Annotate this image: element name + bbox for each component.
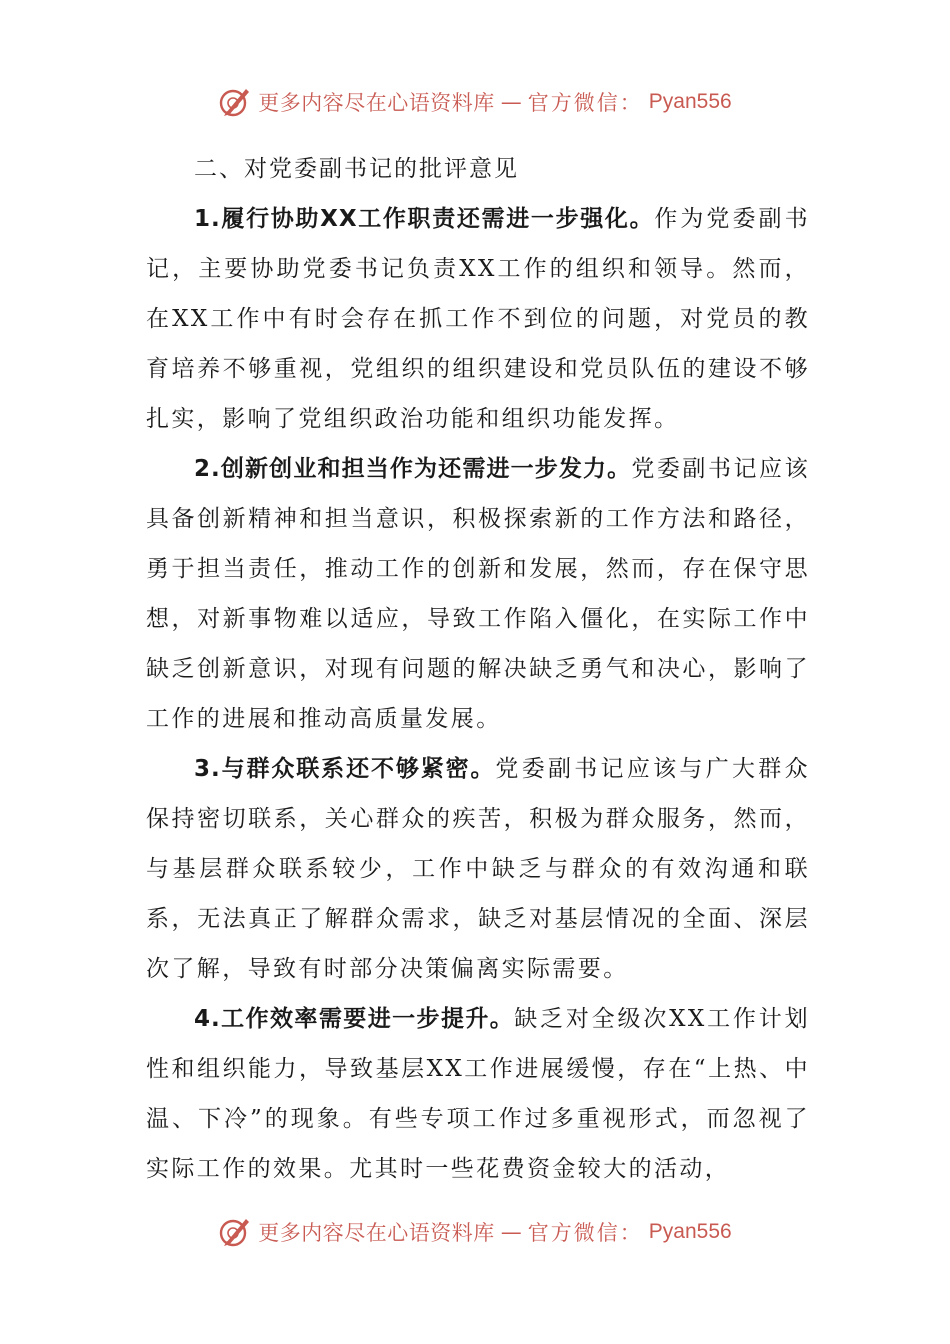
section-heading: 二、对党委副书记的批评意见 [194,156,519,182]
banner-dash: — [500,1220,522,1244]
pen-logo-icon [218,85,252,119]
paragraph-3-body: 党委副书记应该与广大群众保持密切联系，关心群众的疾苦，积极为群众服务，然而，与基层群众联系较少，工作中缺乏与群众的有效沟通和联系，无法真正了解群众需求，缺乏对基层情况的全面、深层次了解，导致有时部分决策偏离实际需要。 [146,756,810,982]
paragraph-3 [146,744,810,994]
header-watermark-banner [0,82,950,122]
banner-wechat-label: 官方微信： [527,1221,643,1245]
paragraph-4-lead: 4.工作效率需要进一步提升。 [194,1006,515,1032]
paragraph-4-body: 缺乏对全级次XX工作计划性和组织能力，导致基层XX工作进展缓慢，存在“上热、中温、下冷”的现象。有些专项工作过多重视形式，而忽视了实际工作的效果。尤其时一些花费资金较大的活动， [146,1006,810,1182]
banner-wechat-id: Pyan556 [648,1220,732,1243]
banner-wechat-label: 官方微信： [527,91,643,115]
banner-brand-text: 更多内容尽在心语资料库 [258,1221,495,1245]
paragraph-2 [146,444,810,744]
paragraph-4 [146,994,810,1194]
paragraph-1-body: 作为党委副书记，主要协助党委书记负责XX工作的组织和领导。然而，在XX工作中有时会存在抓工作不到位的问题，对党员的教育培养不够重视，党组织的组织建设和党员队伍的建设不够扎实，影响了党组织政治功能和组织功能发挥。 [146,206,810,432]
banner-dash: — [500,90,522,114]
paragraph-2-lead: 2.创新创业和担当作为还需进一步发力。 [194,456,632,482]
footer-watermark-banner [0,1212,950,1252]
paragraph-3-lead: 3.与群众联系还不够紧密。 [194,756,496,782]
pen-logo-icon [218,1215,252,1249]
paragraph-2-body: 党委副书记应该具备创新精神和担当意识，积极探索新的工作方法和路径，勇于担当责任，推动工作的创新和发展，然而，存在保守思想，对新事物难以适应，导致工作陷入僵化，在实际工作中缺乏创新意识，对现有问题的解决缺乏勇气和决心，影响了工作的进展和推动高质量发展。 [146,456,810,732]
document-body [146,144,810,1194]
paragraph-1 [146,194,810,444]
banner-wechat-id: Pyan556 [648,90,732,113]
banner-brand-text: 更多内容尽在心语资料库 [258,91,495,115]
paragraph-1-lead: 1.履行协助XX工作职责还需进一步强化。 [194,206,655,232]
